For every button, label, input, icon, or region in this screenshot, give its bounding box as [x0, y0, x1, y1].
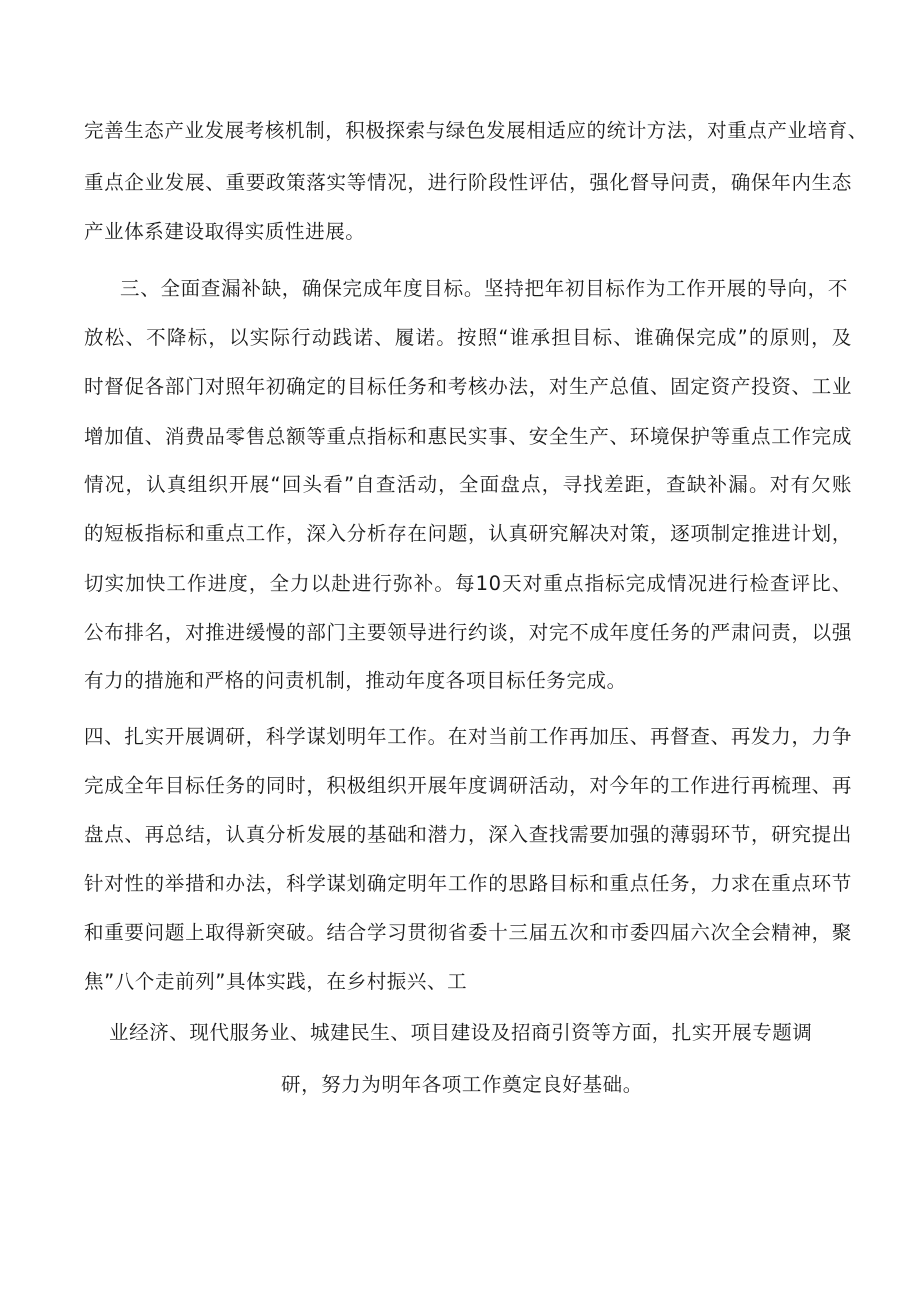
text-line: 放松、不降标，以实际行动践诺、履诺。按照“谁承担目标、谁确保完成”的原则，及 [84, 326, 852, 349]
text-line: 产业体系建设取得实质性进展。 [84, 220, 366, 243]
text-line: 三、全面查漏补缺，确保完成年度目标。坚持把年初目标作为工作开展的导向，不 [120, 277, 848, 300]
text-line: 的短板指标和重点工作，深入分析存在问题，认真研究解决对策，逐项制定推进计划， [84, 522, 852, 545]
text-line: 和重要问题上取得新突破。结合学习贯彻省委十三届五次和市委四届六次全会精神，聚 [84, 921, 852, 944]
text-line: 切实加快工作进度，全力以赴进行弥补。每10天对重点指标完成情况进行检查评比、 [84, 572, 852, 595]
text-line: 盘点、再总结，认真分析发展的基础和潜力，深入查找需要加强的薄弱环节，研究提出 [84, 823, 852, 846]
text-line: 有力的措施和严格的问责机制，推动年度各项目标任务完成。 [84, 669, 627, 692]
text-line: 四、扎实开展调研，科学谋划明年工作。在对当前工作再加压、再督查、再发力，力争 [84, 725, 852, 748]
text-line: 情况，认真组织开展“回头看”自查活动，全面盘点，寻找差距，查缺补漏。对有欠账 [84, 473, 852, 496]
text-line: 完善生态产业发展考核机制，积极探索与绿色发展相适应的统计方法，对重点产业培育、 [84, 119, 868, 142]
text-line: 针对性的举措和办法，科学谋划确定明年工作的思路目标和重点任务，力求在重点环节 [84, 872, 852, 895]
text-line: 公布排名，对推进缓慢的部门主要领导进行约谈，对完不成年度任务的严肃问责，以强 [84, 621, 852, 644]
text-line: 时督促各部门对照年初确定的目标任务和考核办法，对生产总值、固定资产投资、工业 [84, 375, 852, 398]
text-line: 增加值、消费品零售总额等重点指标和惠民实事、安全生产、环境保护等重点工作完成 [84, 425, 852, 448]
text-line: 重点企业发展、重要政策落实等情况，进行阶段性评估，强化督导问责，确保年内生态 [84, 171, 852, 194]
text-line: 业经济、现代服务业、城建民生、项目建设及招商引资等方面，扎实开展专题调 [109, 1021, 813, 1044]
text-line: 研，努力为明年各项工作奠定良好基础。 [281, 1073, 643, 1096]
text-line: 完成全年目标任务的同时，积极组织开展年度调研活动，对今年的工作进行再梳理、再 [84, 774, 852, 797]
text-line: 焦”八个走前列”具体实践，在乡村振兴、工 [84, 970, 468, 993]
